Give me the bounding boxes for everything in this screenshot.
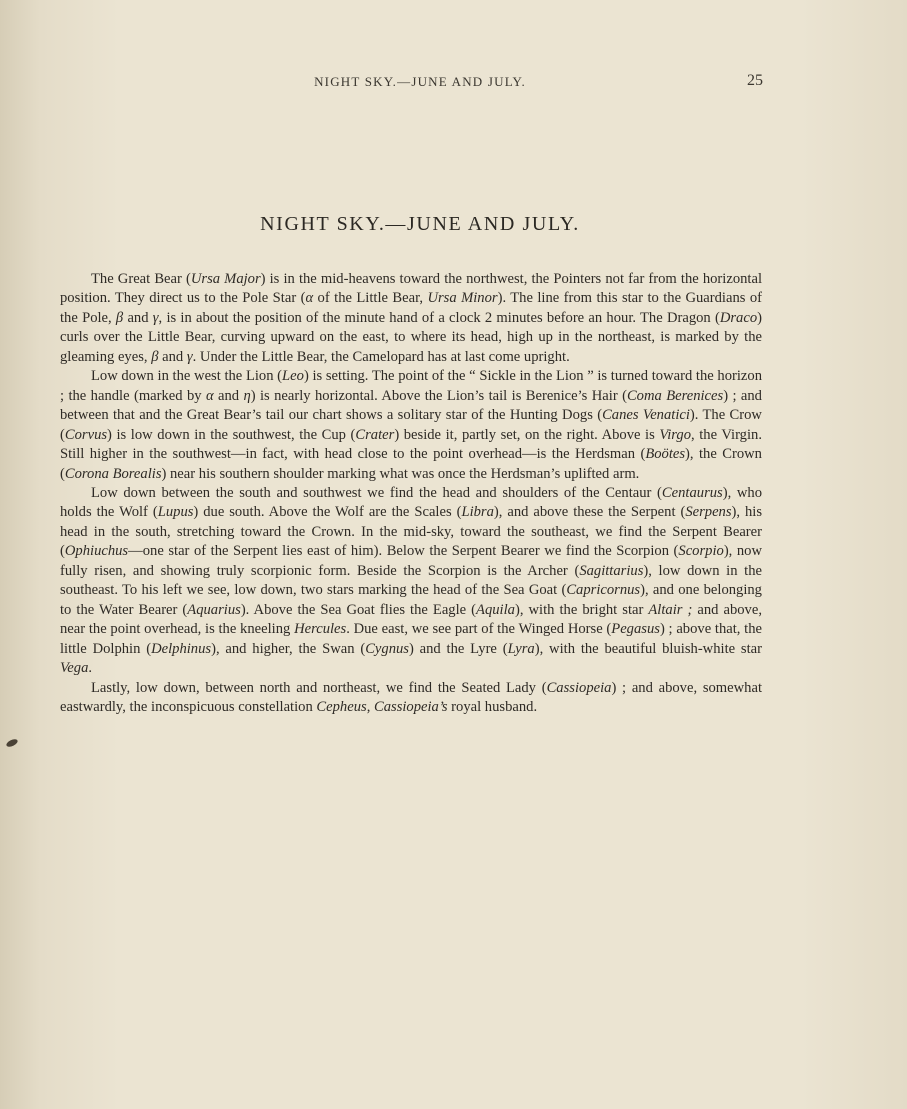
running-head-title: NIGHT SKY.—JUNE AND JULY. (314, 74, 526, 89)
running-head (0, 74, 907, 94)
italic-term: Serpens (685, 504, 732, 521)
italic-term: α (305, 290, 314, 307)
paragraph: Lastly, low down, between north and northeast, we find the Seated Lady (Cassiopeia) ; and above, somewhat eastwardly, the inconspicuous constellation Cepheus, Cassiopeia’s royal husband. (60, 679, 763, 715)
italic-term: Delphinus (151, 640, 212, 657)
italic-term: Ursa Minor (427, 290, 498, 307)
italic-term: α (205, 387, 214, 404)
italic-term: Sagittarius (579, 562, 644, 579)
italic-term: Corona Borealis (64, 465, 162, 482)
italic-term: Ursa Major (190, 271, 261, 287)
italic-term: Boötes (645, 446, 686, 463)
italic-term: Vega (60, 660, 89, 677)
italic-term: Virgo (659, 426, 691, 443)
body-text (60, 270, 762, 717)
paragraph: Low down in the west the Lion (Leo) is setting. The point of the “ Sickle in the Lion ” is turned toward the horizon ; the handle (marked by α and η) is nearly horizontal. Above the Lion’s tail is Berenice’s Hair (Coma Berenices) ; and between that and the Great Bear’s tail our chart shows a solitary star of the Hunting Dogs (Canes Venatici). The Crow (Corvus) is low down in the southwest, the Cup (Crater) beside it, partly set, on the right. Above is Virgo, the Virgin. Still higher in the southwest—in fact, with head close to the point overhead—is the Herdsman (Boötes), the Crown (Corona Borealis) near his southern shoulder marking what was once the Herdsman’s uplifted arm. (60, 368, 762, 482)
italic-term: Scorpio (678, 543, 724, 560)
italic-term: γ (152, 309, 159, 326)
page-title: NIGHT SKY.—JUNE AND JULY. (260, 213, 580, 235)
italic-term: β (151, 348, 159, 365)
paragraph: The Great Bear (Ursa Major) is in the mid-heavens toward the northwest, the Pointers not far from the horizontal position. They direct us to the Pole Star (α of the Little Bear, Ursa Minor). The line from this star to the Guardians of the Pole, β and γ, is in about the position of the minute hand of a clock 2 minutes before an hour. The Dragon (Draco) curls over the Little Bear, curving upward on the east, to where its head, high up in the northeast, is marked by the gleaming eyes, β and γ. Under the Little Bear, the Camelopard has at last come upright. (60, 271, 763, 365)
italic-term: Aquarius (187, 601, 241, 618)
italic-term: Cepheus (316, 698, 367, 715)
italic-term: Lyra (507, 640, 535, 657)
italic-term: Leo (282, 368, 304, 385)
italic-term: Libra (461, 504, 494, 521)
italic-term: Lupus (157, 504, 194, 521)
paragraph: Low down between the south and southwest we find the head and shoulders of the Centaur (Centaurus), who holds the Wolf (Lupus) due south. Above the Wolf are the Scales (Libra), and above these the Serpent (Serpens), his head in the south, stretching toward the Crown. In the mid-sky, toward the southeast, we find the Serpent Bearer (Ophiuchus—one star of the Serpent lies east of him). Below the Serpent Bearer we find the Scorpion (Scorpio), now fully risen, and showing truly scorpionic form. Beside the Scorpion is the Archer (Sagittarius), low down in the southeast. To his left we see, low down, two stars marking the head of the Sea Goat (Capricornus), and one belonging to the Water Bearer (Aquarius). Above the Sea Goat flies the Eagle (Aquila), with the bright star Altair ; and above, near the point overhead, is the kneeling Hercules. Due east, we see part of the Winged Horse (Pegasus) ; above that, the little Dolphin (Delphinus), and higher, the Swan (Cygnus) and the Lyre (Lyra), with the beautiful bluish-white star Vega. (60, 484, 763, 677)
italic-term: Altair ; (648, 601, 693, 618)
italic-term: Pegasus (611, 621, 660, 638)
italic-term: Ophiuchus (64, 543, 129, 560)
italic-term: β (115, 309, 124, 326)
italic-term: Corvus (64, 426, 108, 443)
italic-term: Capricornus (566, 582, 641, 599)
italic-term: η (243, 387, 251, 404)
italic-term: Cygnus (365, 640, 409, 657)
italic-term: Aquila (476, 601, 515, 618)
italic-term: Cassiopeia’s (373, 698, 448, 715)
page-number: 25 (747, 72, 763, 89)
italic-term: Coma Berenices (626, 387, 724, 404)
italic-term: Crater (355, 426, 395, 443)
italic-term: Centaurus (661, 484, 723, 501)
italic-term: Hercules (294, 621, 347, 638)
italic-term: Canes Venatici (602, 407, 690, 424)
italic-term: γ (186, 348, 193, 365)
italic-term: Draco (719, 309, 758, 326)
italic-term: Cassiopeia (546, 679, 612, 696)
